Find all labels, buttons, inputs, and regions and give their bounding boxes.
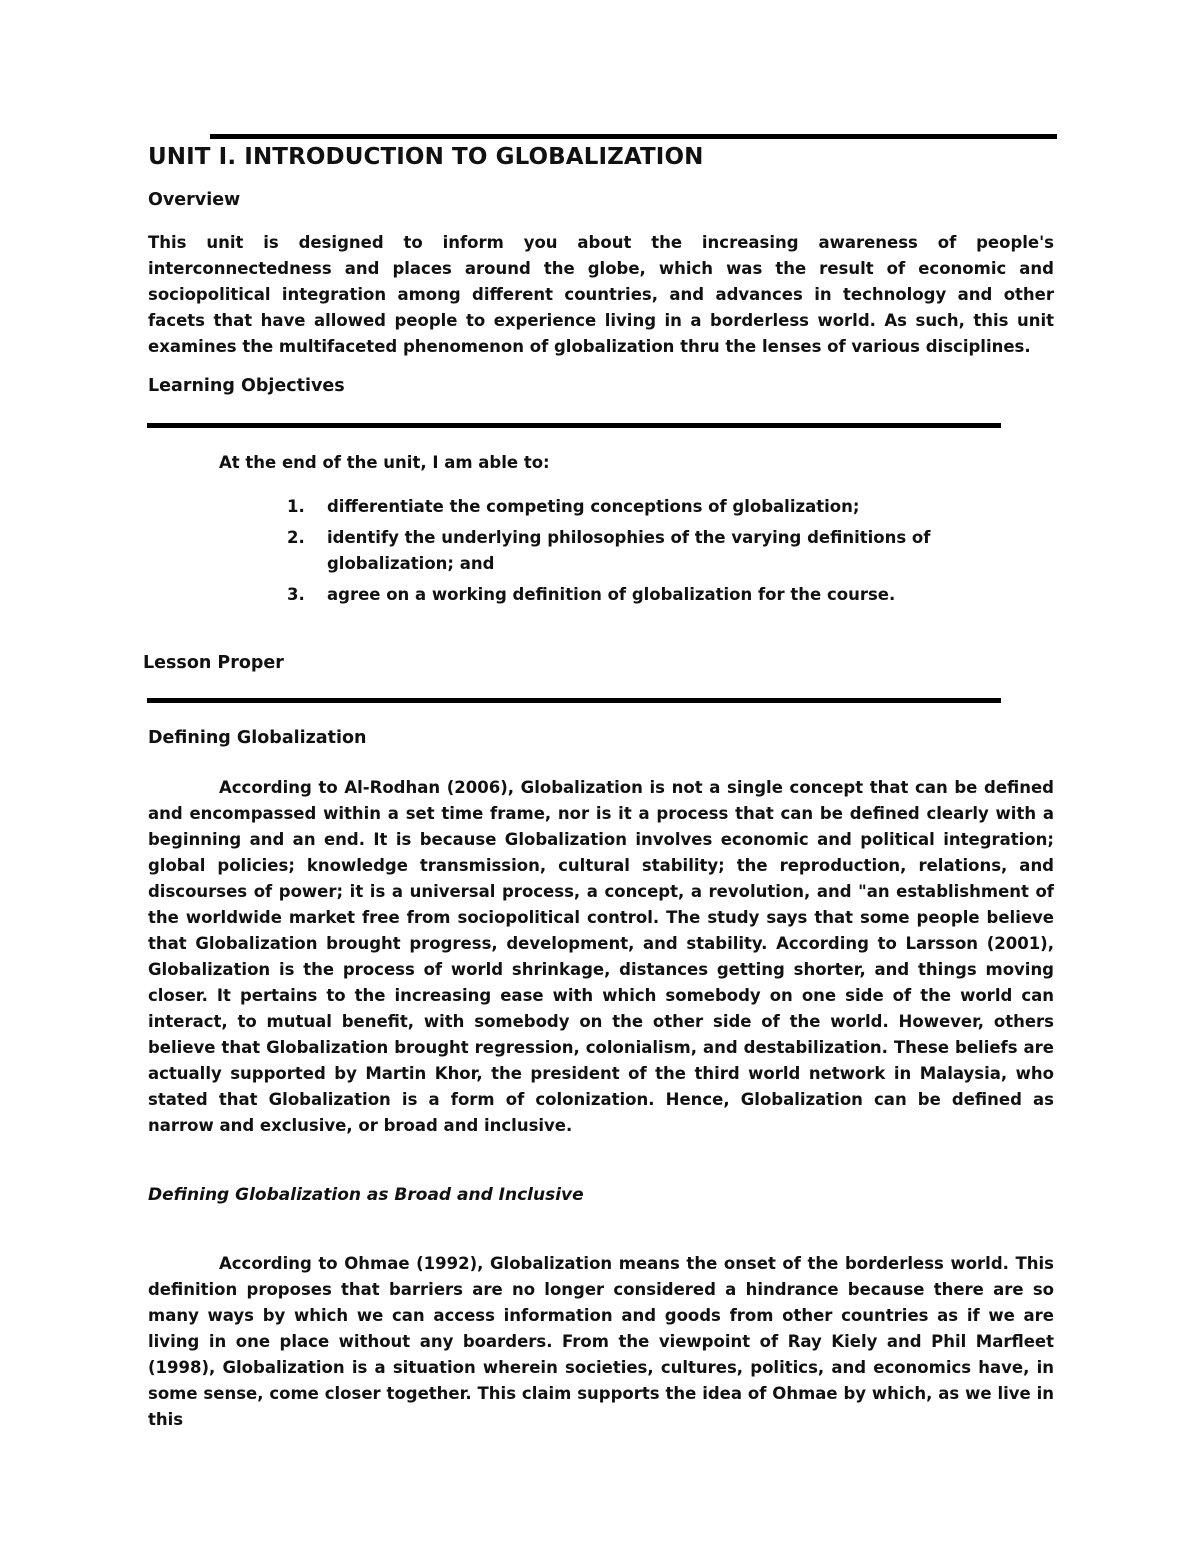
- objective-number: 1.: [287, 497, 305, 516]
- body-paragraph-1: According to Al-Rodhan (2006), Globalization is not a single concept that can be defined and encompassed within a set time frame, nor is it a process that can be defined clearly with a beginning and an end. It is because Globalization involves economic and political integration; global policies; knowledge transmission, cultural stability; the reproduction, relations, and discourses of power; it is a universal process, a concept, a revolution, and "an establishment of the worldwide market free from sociopolitical control. The study says that some people believe that Globalization brought progress, development, and stability. According to Larsson (2001), Globalization is the process of world shrinkage, distances getting shorter, and things moving closer. It pertains to the increasing ease with which somebody on one side of the world can interact, to mutual benefit, with somebody on the other side of the world. However, others believe that Globalization brought regression, colonialism, and destabilization. These beliefs are actually supported by Martin Khor, the president of the third world network in Malaysia, who stated that Globalization is a form of colonization. Hence, Globalization can be defined as narrow and exclusive, or broad and inclusive.: [148, 778, 1054, 1135]
- lesson-proper-heading: Lesson Proper: [143, 653, 284, 673]
- objective-item: [287, 525, 1057, 577]
- defining-globalization-heading: Defining Globalization: [148, 728, 367, 748]
- lesson-divider: [147, 698, 1001, 703]
- objective-item: [287, 582, 1057, 608]
- top-divider: [210, 134, 1057, 139]
- objectives-intro: At the end of the unit, I am able to:: [219, 453, 550, 472]
- overview-text: This unit is designed to inform you about the increasing awareness of people's interconnectedness and places around the globe, which was the result of economic and sociopolitical integration among different countries, and advances in technology and other facets that have allowed people to experience living in a borderless world. As such, this unit examines the multifaceted phenomenon of globalization thru the lenses of various disciplines.: [148, 233, 1054, 356]
- objective-text: identify the underlying philosophies of the varying definitions of globalization; and: [327, 528, 931, 573]
- overview-heading: Overview: [148, 190, 241, 210]
- learning-objectives-heading: Learning Objectives: [148, 376, 345, 396]
- broad-inclusive-subheading: Defining Globalization as Broad and Inclusive: [148, 1185, 584, 1205]
- objective-item: [287, 494, 1057, 520]
- body-paragraph-2: According to Ohmae (1992), Globalization means the onset of the borderless world. This definition proposes that barriers are no longer considered a hindrance because there are so many ways by which we can access information and goods from other countries as if we are living in one place without any boarders. From the viewpoint of Ray Kiely and Phil Marfleet (1998), Globalization is a situation wherein societies, cultures, politics, and economics have, in some sense, come closer together. This claim supports the idea of Ohmae by which, as we live in this: [148, 1254, 1054, 1429]
- objective-text: differentiate the competing conceptions of globalization;: [327, 497, 860, 516]
- objective-number: 2.: [287, 528, 305, 547]
- objectives-list: [287, 494, 1057, 613]
- objective-text: agree on a working definition of globalization for the course.: [327, 585, 896, 604]
- objectives-divider: [147, 423, 1001, 428]
- unit-title: UNIT I. INTRODUCTION TO GLOBALIZATION: [148, 144, 704, 170]
- objective-number: 3.: [287, 585, 305, 604]
